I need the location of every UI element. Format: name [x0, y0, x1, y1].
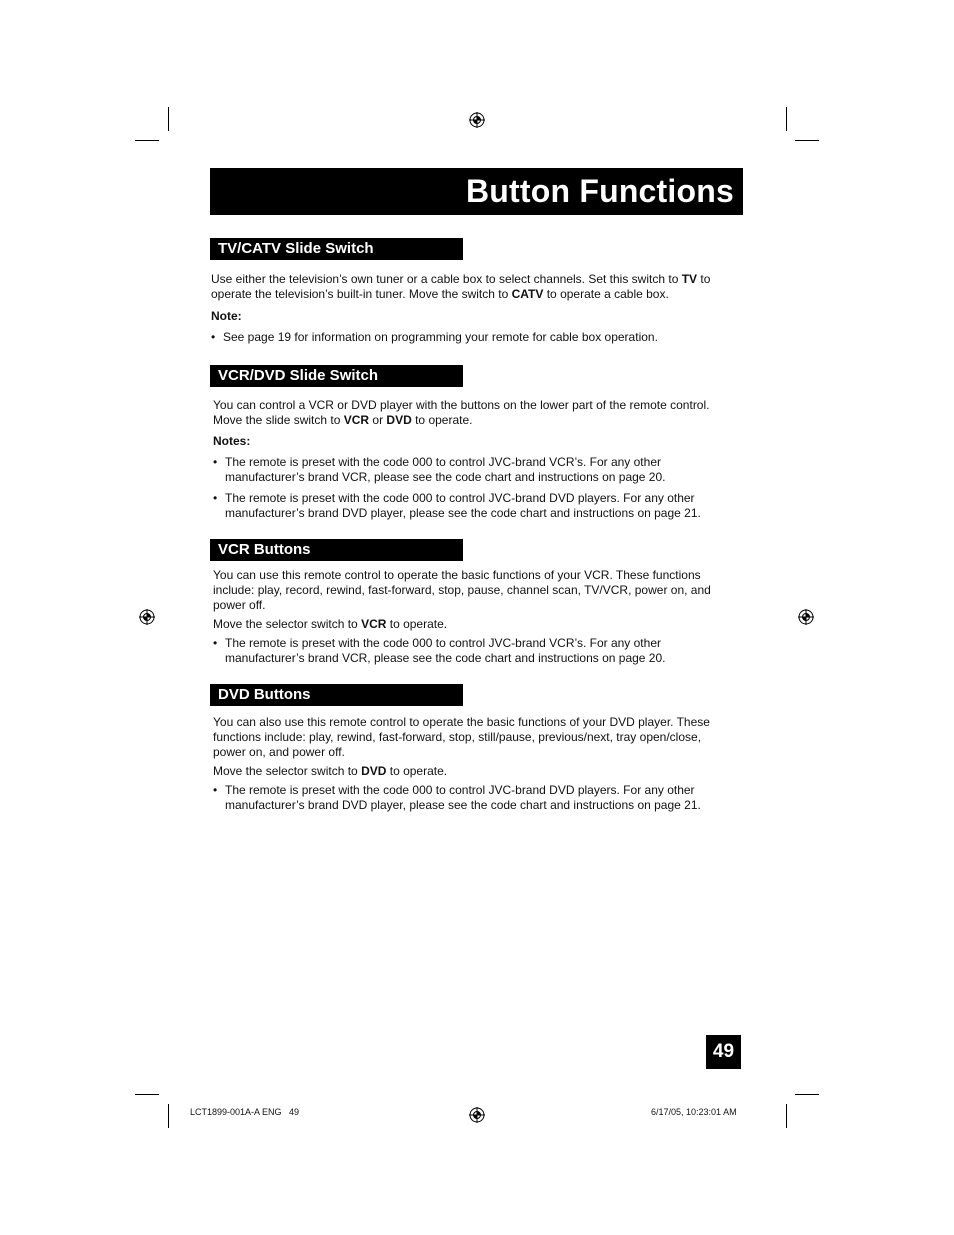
section-heading-vcr-buttons	[210, 539, 463, 561]
crop-mark	[795, 140, 819, 141]
section-heading-tv-catv	[210, 238, 463, 260]
crop-mark	[135, 140, 159, 141]
paragraph: Use either the television’s own tuner or a cable box to select channels. Set this switch to TV to operate the television’s built-in tuner. Move the switch to CATV to operate a cable box.	[211, 272, 711, 301]
section-heading-text: VCR/DVD Slide Switch	[218, 367, 379, 384]
paragraph: Move the selector switch to DVD to operate.	[213, 764, 448, 778]
page-title-bar	[210, 168, 743, 215]
paragraph: You can control a VCR or DVD player with the buttons on the lower part of the remote control. Move the slide switch to VCR or DVD to operate.	[213, 398, 710, 427]
crop-mark	[786, 1104, 787, 1128]
section-heading-text: DVD Buttons	[218, 686, 311, 703]
section-heading-text: TV/CATV Slide Switch	[218, 240, 374, 257]
footer-job-id: LCT1899-001A-A ENG 49	[190, 1107, 300, 1117]
registration-mark-icon	[469, 1107, 485, 1123]
page-number: 49	[706, 1035, 741, 1069]
note-label: Note:	[211, 309, 242, 323]
notes-label: Notes:	[213, 434, 251, 448]
crop-mark	[786, 107, 787, 131]
paragraph: You can also use this remote control to operate the basic functions of your DVD player. These functions include: play, rewind, fast-forward, stop, still/pause, previous/next, tray open/close, power on, and power off.	[213, 715, 710, 759]
paragraph: You can use this remote control to operate the basic functions of your VCR. These functions include: play, record, rewind, fast-forward, stop, pause, channel scan, TV/VCR, power on, and power off.	[213, 568, 711, 612]
paragraph: Move the selector switch to VCR to operate.	[213, 617, 448, 631]
registration-mark-icon	[798, 609, 814, 625]
crop-mark	[168, 1104, 169, 1128]
crop-mark	[795, 1094, 819, 1095]
crop-mark	[135, 1094, 159, 1095]
page-title: Button Functions	[465, 173, 734, 209]
section-heading-dvd-buttons	[210, 684, 463, 706]
footer-timestamp: 6/17/05, 10:23:01 AM	[651, 1107, 737, 1117]
registration-mark-icon	[469, 112, 485, 128]
section-heading-vcr-dvd	[210, 365, 463, 387]
section-heading-text: VCR Buttons	[218, 541, 311, 558]
registration-mark-icon	[139, 609, 155, 625]
crop-mark	[168, 107, 169, 131]
